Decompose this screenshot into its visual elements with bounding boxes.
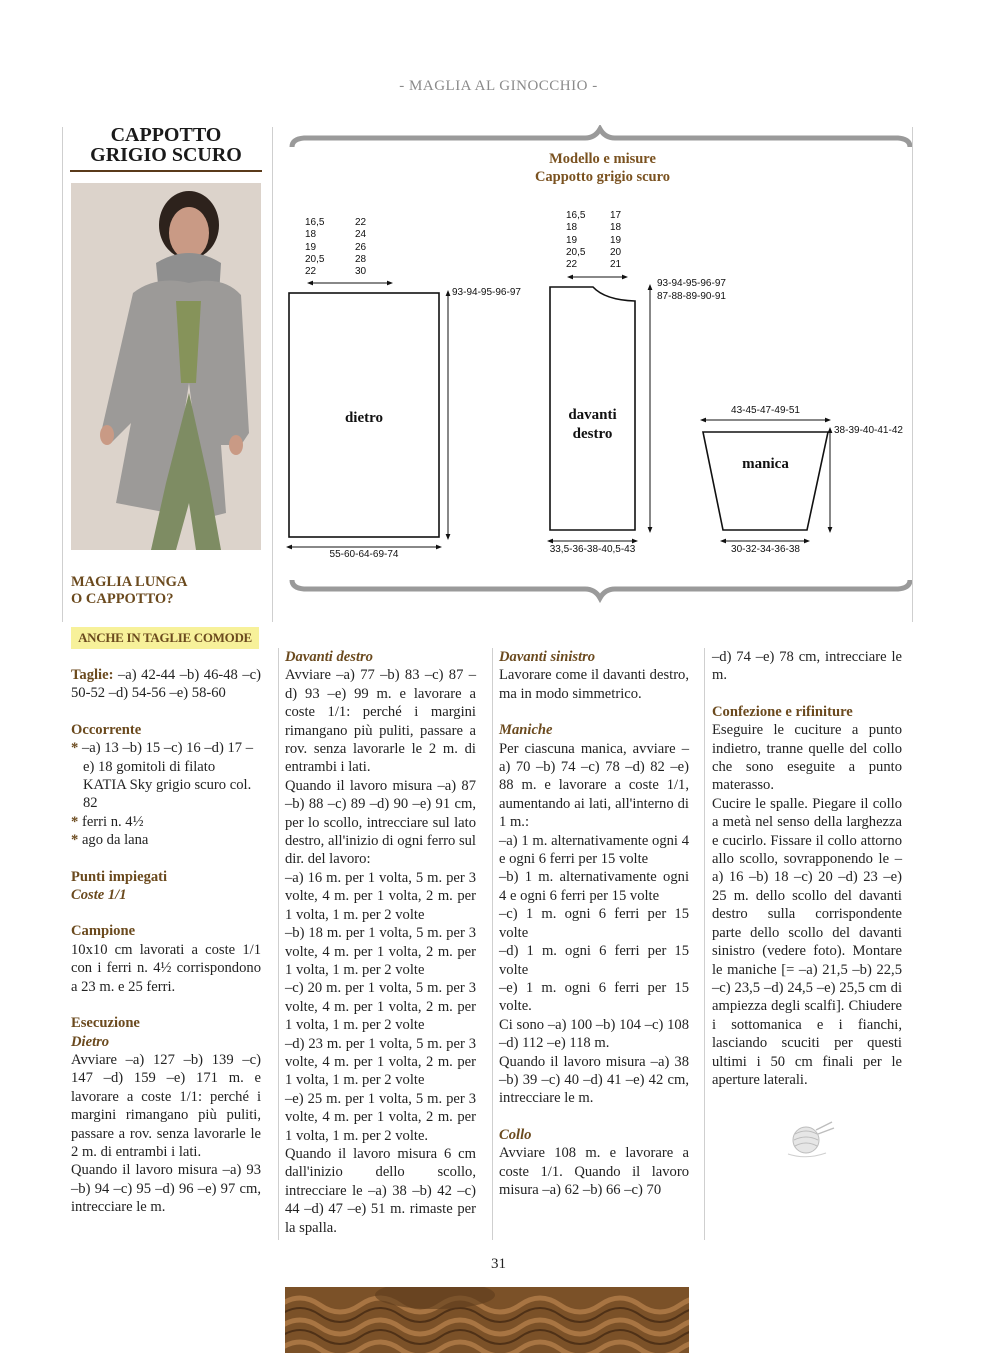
- dietro-label: dietro: [344, 410, 384, 426]
- right-rule: [912, 127, 913, 622]
- sidebar-rule: [272, 127, 273, 622]
- davanti-destro-heading: Davanti destro: [285, 649, 373, 665]
- davanti-label: davanti destro: [568, 407, 617, 442]
- running-title: - MAGLIA AL GINOCCHIO -: [399, 78, 598, 94]
- col-rule-3: [704, 648, 705, 1240]
- paragraph: Quando il lavoro misura 6 cm dall'inizio dello scollo, intrecciare le –a) 38 –b) 42 –c) 44 –d) 47 –e) 51 m. rimaste per la spalla.: [285, 1145, 476, 1236]
- davanti-shoulder-right: 17 18 19 20 21: [610, 210, 622, 271]
- punti-heading: Punti impiegati: [71, 868, 168, 885]
- size-step: –b) 1 m. alternativamente ogni 4 e ogni 6 ferri per 15 volte: [499, 869, 689, 904]
- supply-item: * –a) 13 –b) 15 –c) 16 –d) 17 –e) 18 gomitoli di filato KATIA Sky grigio scuro col. 82: [71, 740, 253, 812]
- schematic-diagram: [280, 125, 912, 605]
- column-1: [71, 666, 261, 1217]
- size-step: –e) 25 m. per 1 volta, 5 m. per 3 volte, 4 m. per 1 volta, 2 m. per 1 volta, 1 m. per 2 volte.: [285, 1090, 476, 1144]
- manica-height: 38-39-40-41-42: [834, 425, 903, 436]
- pattern-title: CAPPOTTO GRIGIO SCURO: [90, 124, 242, 166]
- collo-heading: Collo: [499, 1126, 532, 1143]
- yarn-ball-icon: [782, 1120, 836, 1160]
- campione-text: 10x10 cm lavorati a coste 1/1 con i ferri n. 4½ corrispondono a 23 m. e 25 ferri.: [71, 941, 261, 995]
- diagram-title: Modello e misure Cappotto grigio scuro: [534, 151, 671, 185]
- dietro-height: 93-94-95-96-97: [452, 287, 521, 298]
- esecuzione-heading: Esecuzione: [71, 1015, 140, 1032]
- size-step: –d) 1 m. ogni 6 ferri per 15 volte: [499, 943, 689, 978]
- size-badge: ANCHE IN TAGLIE COMODE: [71, 627, 259, 649]
- manica-top: 43-45-47-49-51: [731, 405, 800, 416]
- column-3: [499, 648, 689, 1199]
- column-2: [285, 648, 476, 1237]
- side-question: MAGLIA LUNGA O CAPPOTTO?: [71, 574, 188, 607]
- punti-item: Coste 1/1: [71, 887, 127, 904]
- dietro-shoulder-left: 16,5 18 19 20,5 22: [305, 217, 325, 278]
- campione-heading: Campione: [71, 923, 136, 940]
- supply-item: * ago da lana: [71, 832, 149, 849]
- supply-item: * ferri n. 4½: [71, 813, 144, 830]
- paragraph: Cucire le spalle. Piegare il collo a metà nel senso della larghezza e cucirlo. Fissare il collo attorno allo scollo, sovrapponendo le –a) 16 –b) 18 –c) 20 –d) 23 –e) 25 m. dello scollo del davanti destro sulla corrispondente parte dello scollo del davanti sinistro (vedere foto). Montare le maniche [= –a) 21,5 –b) 22,5 –c) 23,5 –d) 24,5 –e) 25,5 cm di ampiezza degli scalfi]. Chiudere i sottomanica e i fianchi, lasciando scuciti per questi ultimi i 50 cm finali per le aperture laterali.: [712, 795, 902, 1088]
- davanti-sinistro-heading: Davanti sinistro: [499, 649, 596, 665]
- size-step: –e) 1 m. ogni 6 ferri per 15 volte.: [499, 979, 689, 1015]
- left-rule: [62, 127, 63, 622]
- paragraph: Avviare 108 m. e lavorare a coste 1/1. Quando il lavoro misura –a) 62 –b) 66 –c) 70: [499, 1145, 689, 1198]
- dietro-text: Avviare –a) 127 –b) 139 –c) 147 –d) 159 –e) 171 m. e lavorare a coste 1/1: perché i margini rimangano più puliti, passare a rov. senza lavorarle le 2 m. di entrambi i lati.: [71, 1051, 261, 1160]
- davanti-heights: 93-94-95-96-97 87-88-89-90-91: [657, 278, 726, 302]
- page-number: 31: [491, 1256, 506, 1272]
- paragraph: Eseguire le cuciture a punto indietro, tranne quelle del collo che sono eseguite a punto materasso.: [712, 722, 902, 794]
- size-step: –c) 1 m. ogni 6 ferri per 15 volte: [499, 906, 689, 941]
- manica-shape: [703, 432, 828, 530]
- dietro-shoulder-right: 22 24 26 28 30: [355, 217, 367, 278]
- sizes: Taglie: –a) 42-44 –b) 46-48 –c) 50-52 –d) 54-56 –e) 58-60: [71, 667, 261, 702]
- dietro-heading: Dietro: [71, 1033, 110, 1050]
- davanti-shoulder-left: 16,5 18 19 20,5 22: [566, 210, 586, 271]
- dietro-text: Quando il lavoro misura –a) 93 –b) 94 –c) 95 –d) 96 –e) 97 cm, intrecciare le m.: [71, 1162, 261, 1216]
- paragraph: Ci sono –a) 100 –b) 104 –c) 108 –d) 112 –e) 118 m.: [499, 1016, 689, 1052]
- paragraph: Per ciascuna manica, avviare –a) 70 –b) 74 –c) 78 –d) 82 –e) 88 m. e lavorare a coste 1/1, aumentando ai lati, all'interno di 1 m.:: [499, 740, 689, 831]
- paragraph: –d) 74 –e) 78 cm, intrecciare le m.: [712, 649, 902, 684]
- manica-label: manica: [742, 456, 789, 472]
- paragraph: Lavorare come il davanti destro, ma in modo simmetrico.: [499, 667, 689, 702]
- paragraph: Quando il lavoro misura –a) 38 –b) 39 –c) 40 –d) 41 –e) 42 cm, intrecciare le m.: [499, 1053, 689, 1107]
- confezione-heading: Confezione e rifiniture: [712, 703, 853, 720]
- knit-texture-strip: [285, 1287, 689, 1353]
- maniche-heading: Maniche: [499, 722, 553, 739]
- size-step: –a) 1 m. alternativamente ogni 4 e ogni 6 ferri per 15 volte: [499, 832, 689, 868]
- dietro-width: 55-60-64-69-74: [329, 549, 399, 560]
- col-rule-2: [492, 648, 493, 1240]
- size-step: –a) 16 m. per 1 volta, 5 m. per 3 volte, 4 m. per 1 volta, 2 m. per 1 volta, 1 m. per 2 volte: [285, 869, 476, 923]
- model-photo: [71, 183, 261, 550]
- manica-bottom: 30-32-34-36-38: [731, 544, 800, 555]
- size-step: –d) 23 m. per 1 volta, 5 m. per 3 volte, 4 m. per 1 volta, 2 m. per 1 volta, 1 m. per 2 volte: [285, 1035, 476, 1089]
- paragraph: Avviare –a) 77 –b) 83 –c) 87 –d) 93 –e) 99 m. e lavorare a coste 1/1: perché i margini rimangano più puliti, passare a rov. senza lavorarle le 2 m. di entrambi i lati.: [285, 667, 476, 776]
- title-underline: [70, 170, 262, 172]
- column-4: [712, 648, 902, 1089]
- col-rule-1: [278, 648, 279, 1240]
- size-step: –b) 18 m. per 1 volta, 5 m. per 3 volte, 4 m. per 1 volta, 2 m. per 1 volta, 1 m. per 2 volte: [285, 925, 476, 978]
- occorrente-heading: Occorrente: [71, 721, 142, 738]
- davanti-width: 33,5-36-38-40,5-43: [549, 544, 636, 555]
- size-step: –c) 20 m. per 1 volta, 5 m. per 3 volte, 4 m. per 1 volta, 2 m. per 1 volta, 1 m. per 2 volte: [285, 980, 476, 1034]
- paragraph: Quando il lavoro misura –a) 87 –b) 88 –c) 89 –d) 90 –e) 91 cm, per lo scollo, intrecciare sul lato destro, all'inizio di ogni ferro sul dir. del lavoro:: [285, 777, 476, 868]
